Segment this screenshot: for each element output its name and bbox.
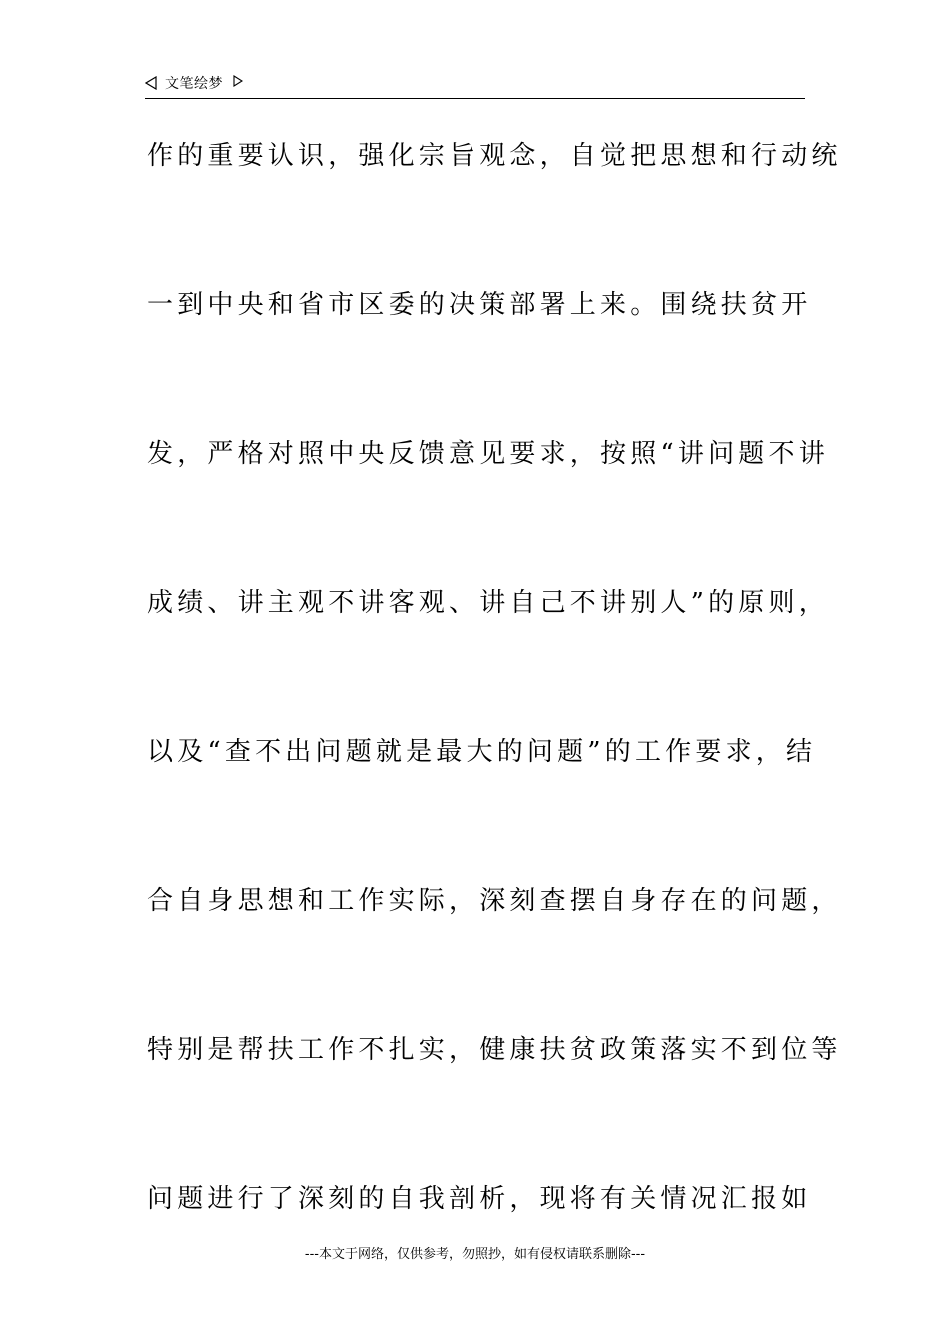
body-line: 合自身思想和工作实际，深刻查摆自身存在的问题， xyxy=(147,886,842,916)
document-body xyxy=(147,128,842,1320)
body-line: 一到中央和省市区委的决策部署上来。围绕扶贫开 xyxy=(147,290,812,320)
body-line: 以及“查不出问题就是最大的问题”的工作要求，结 xyxy=(147,737,817,767)
body-line: 问题进行了深刻的自我剖析，现将有关情况汇报如 xyxy=(147,1184,812,1214)
body-line: 发，严格对照中央反馈意见要求，按照“讲问题不讲 xyxy=(147,439,829,469)
header-brand: 文笔绘梦 xyxy=(165,76,223,92)
triangle-right-icon xyxy=(233,75,243,87)
triangle-left-icon xyxy=(145,76,157,90)
body-line: 成绩、讲主观不讲客观、讲自己不讲别人”的原则， xyxy=(147,588,829,618)
page-header xyxy=(145,72,805,99)
footer-notice: ---本文于网络，仅供参考，勿照抄，如有侵权请联系删除--- xyxy=(304,1247,646,1262)
body-line: 作的重要认识，强化宗旨观念，自觉把思想和行动统 xyxy=(147,141,842,171)
body-line: 特别是帮扶工作不扎实，健康扶贫政策落实不到位等 xyxy=(147,1035,842,1065)
